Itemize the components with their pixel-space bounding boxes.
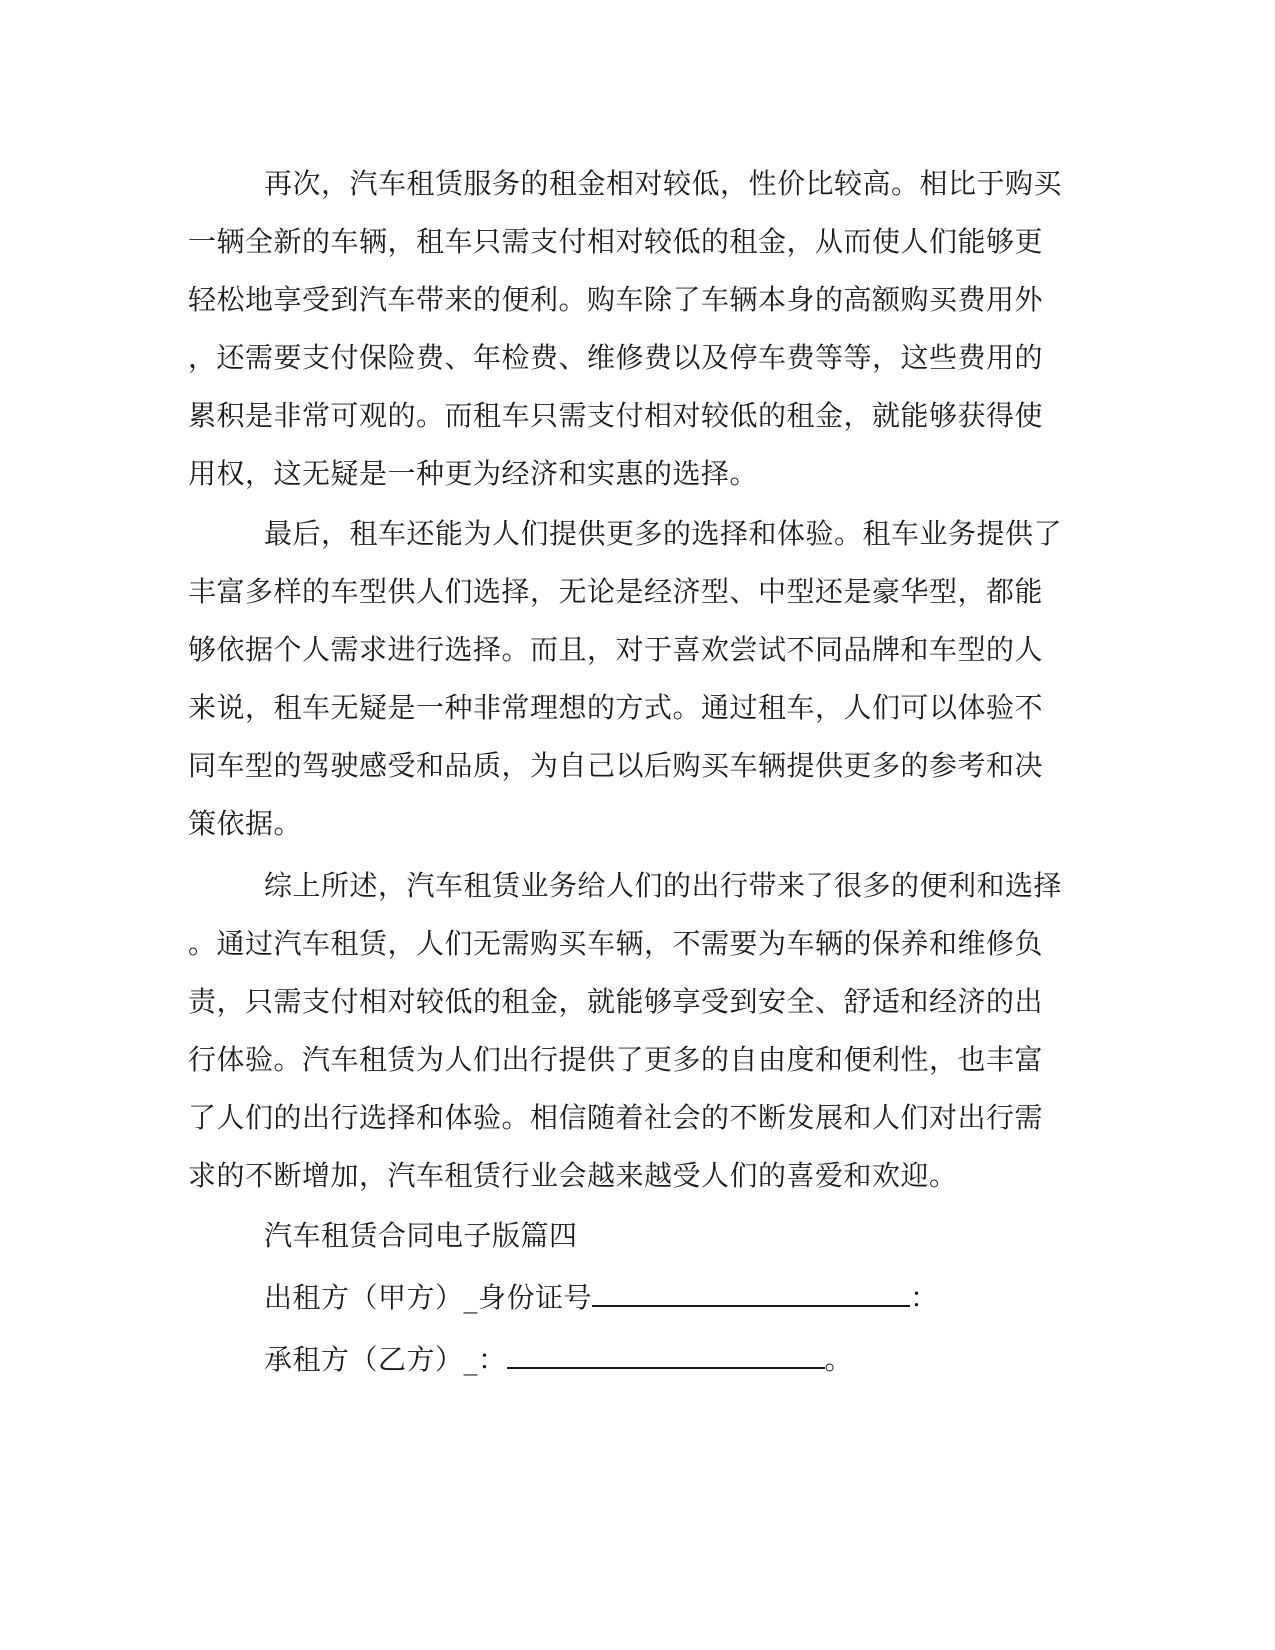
lessor-line [264, 1278, 1144, 1318]
lessee-blank[interactable] [507, 1341, 825, 1369]
lessee-line [264, 1340, 1144, 1380]
paragraph-2-line-4: 来说，租车无疑是一种非常理想的方式。通过租车，人们可以体验不 [188, 691, 1044, 724]
paragraph-2-line-1: 最后，租车还能为人们提供更多的选择和体验。租车业务提供了 [264, 517, 1063, 550]
paragraph-3-line-5: 了人们的出行选择和体验。相信随着社会的不断发展和人们对出行需 [188, 1101, 1044, 1134]
paragraph-3-line-2: 。通过汽车租赁，人们无需购买车辆，不需要为车辆的保养和维修负 [188, 927, 1044, 960]
lessee-suffix: 。 [824, 1343, 854, 1376]
paragraph-3-line-3: 责，只需支付相对较低的租金，就能够享受到安全、舒适和经济的出 [188, 985, 1044, 1018]
paragraph-1-line-6: 用权，这无疑是一种更为经济和实惠的选择。 [188, 457, 759, 490]
lessor-label: 出租方（甲方）_身份证号 [264, 1281, 593, 1314]
paragraph-1-line-3: 轻松地享受到汽车带来的便利。购车除了车辆本身的高额购买费用外 [188, 283, 1044, 316]
paragraph-2-line-2: 丰富多样的车型供人们选择，无论是经济型、中型还是豪华型，都能 [188, 575, 1044, 608]
section-title: 汽车租赁合同电子版篇四 [264, 1219, 578, 1252]
paragraph-3-line-1: 综上所述，汽车租赁业务给人们的出行带来了很多的便利和选择 [264, 869, 1063, 902]
paragraph-2-line-6: 策依据。 [188, 807, 303, 840]
paragraph-3-line-4: 行体验。汽车租赁为人们出行提供了更多的自由度和便利性，也丰富 [188, 1043, 1044, 1076]
paragraph-1-line-1: 再次，汽车租赁服务的租金相对较低，性价比较高。相比于购买 [264, 167, 1063, 200]
lessor-id-blank[interactable] [592, 1279, 910, 1307]
paragraph-3-line-6: 求的不断增加，汽车租赁行业会越来越受人们的喜爱和欢迎。 [188, 1159, 958, 1192]
lessee-label: 承租方（乙方）_： [264, 1343, 507, 1376]
paragraph-1-line-2: 一辆全新的车辆，租车只需支付相对较低的租金，从而使人们能够更 [188, 225, 1044, 258]
paragraph-2-line-5: 同车型的驾驶感受和品质，为自己以后购买车辆提供更多的参考和决 [188, 749, 1044, 782]
lessor-suffix: ： [910, 1281, 939, 1314]
paragraph-1-line-5: 累积是非常可观的。而租车只需支付相对较低的租金，就能够获得使 [188, 399, 1044, 432]
paragraph-2-line-3: 够依据个人需求进行选择。而且，对于喜欢尝试不同品牌和车型的人 [188, 633, 1044, 666]
paragraph-1-line-4: ，还需要支付保险费、年检费、维修费以及停车费等等，这些费用的 [188, 341, 1044, 374]
